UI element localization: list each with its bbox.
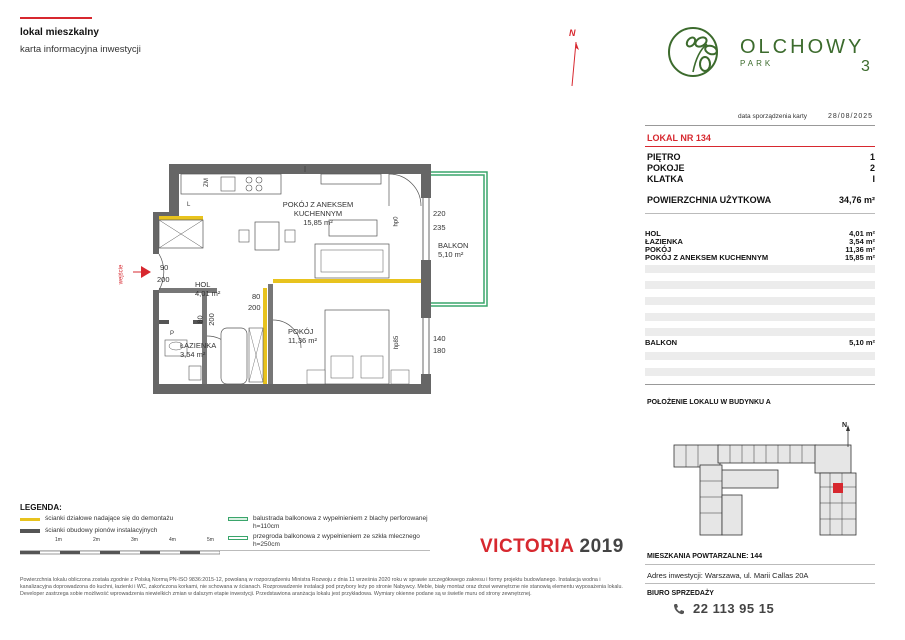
table-band <box>645 281 875 289</box>
plan-bath-name: ŁAZIENKA <box>180 341 217 350</box>
dim-200c: 200 <box>206 313 216 326</box>
plan-label-room <box>288 327 338 345</box>
north-label: N <box>569 28 576 38</box>
legend-partition: przegroda balkonowa z wypełnieniem ze szkła mlecznego h=250cm <box>253 533 420 548</box>
phone-number[interactable]: 22 113 95 15 <box>693 601 775 616</box>
plan-label-living <box>268 200 368 227</box>
table-band <box>645 313 875 321</box>
mark-zm: ZM <box>203 178 210 187</box>
area-value: 34,76 m² <box>838 195 875 205</box>
legend-partition-swatch <box>228 536 248 540</box>
victoria-award <box>480 536 624 558</box>
scale-4m: 4m <box>169 537 176 543</box>
location-title: POŁOŻENIE LOKALU W BUDYNKU A <box>647 399 771 406</box>
plan-bath-area: 3,54 m² <box>180 350 206 359</box>
date-label: data sporządzenia karty <box>738 113 808 120</box>
table-band <box>645 265 875 273</box>
legend-balustrade: balustrada balkonowa z wypełnieniem z blachy perforowanej h=110cm <box>253 515 428 530</box>
dim-180: 180 <box>433 346 446 355</box>
plan-label-hall <box>195 280 245 298</box>
dim-hp0: hp0 <box>393 216 400 227</box>
balcony-row <box>645 338 875 347</box>
legend-demolish-swatch <box>20 518 40 521</box>
floor-plan <box>125 160 495 400</box>
table-bottom-rule <box>645 384 875 385</box>
table-band <box>645 352 875 360</box>
dim-200b: 200 <box>248 303 261 312</box>
leaf-logo-icon <box>663 22 733 82</box>
room-row-pokoj-aneks <box>645 253 875 262</box>
plan-living-area: 15,85 m² <box>303 218 333 227</box>
scale-rule <box>20 550 430 551</box>
footer-rule-1 <box>645 564 875 565</box>
footer-rule-2 <box>645 583 875 584</box>
dim-200a: 200 <box>157 275 170 284</box>
rooms-label: POKOJE <box>647 163 685 173</box>
legend-demolish: ścianki działowe nadające się do demontażu <box>45 515 174 522</box>
repeat-units: MIESZKANIA POWTARZALNE: 144 <box>647 553 763 560</box>
area-rule <box>645 213 875 214</box>
disclaimer: Powierzchnia lokalu obliczona została zgodnie z Polską Normą PN-ISO 9836:2015-12, powołaną w rozporządzeniu Ministra Rozwoju z dnia 11 września 2020 roku w sprawie szczegółowego zakresu i formy projektu budowlanego. Instalacja wodna i kanalizacyjna doprowadzona do kuchni, łazienki i WC, zakończona korkami, nie schowana w ścianach. Rozprowadzenie instalacji pod przybory leży po stronie Nabywcy. Meble, biały montaż oraz drzwi wewnętrzne nie stanowią elementu wyposażenia lokalu. Developer zastrzega sobie możliwość wprowadzenia niewielkich zmian w dalszym etapie inwestycji. Przedstawiona aranżacja lokalu jest przykładowa. Wymiary okienne podane są w świetle muru od strony zewnętrznej. <box>20 577 623 598</box>
room-name: ŁAZIENKA <box>645 237 683 246</box>
plan-label-balcony <box>438 241 488 259</box>
dim-140: 140 <box>433 334 446 343</box>
plan-balcony-name: BALKON <box>438 241 469 250</box>
scale-2m: 2m <box>93 537 100 543</box>
dim-80b: 80 <box>195 315 205 324</box>
location-north-label: N <box>842 422 848 429</box>
legend-title: LEGENDA: <box>20 503 62 512</box>
legend-balustrade-swatch <box>228 517 248 521</box>
unit-red-rule <box>645 146 875 147</box>
staircase-value: I <box>872 174 875 184</box>
room-area: 4,01 m² <box>849 229 875 238</box>
sales-label: BIURO SPRZEDAŻY <box>647 590 714 597</box>
unit-number: LOKAL NR 134 <box>647 133 711 143</box>
scale-1m: 1m <box>55 537 62 543</box>
table-band <box>645 368 875 376</box>
room-area: 3,54 m² <box>849 237 875 246</box>
room-area: 15,85 m² <box>844 253 875 262</box>
dim-90: 90 <box>160 263 169 272</box>
legend-installation-swatch <box>20 529 40 533</box>
room-name: POKÓJ <box>645 245 672 254</box>
plan-room-area: 11,36 m² <box>288 336 318 345</box>
plan-balcony-area: 5,10 m² <box>438 250 464 259</box>
entrance-label: wejście <box>118 264 125 285</box>
dim-235: 235 <box>433 223 446 232</box>
floor-label: PIĘTRO <box>647 152 681 162</box>
plan-hall-name: HOL <box>195 280 211 289</box>
scale-5m: 5m <box>207 537 214 543</box>
plan-living-name: POKÓJ Z ANEKSEM KUCHENNYM <box>282 200 354 218</box>
plan-label-bath <box>180 341 240 359</box>
plan-room-name: POKÓJ <box>288 327 314 336</box>
card-top-rule <box>645 125 875 126</box>
victoria-word: VICTORIA <box>480 536 574 557</box>
victoria-year: 2019 <box>579 536 624 557</box>
address: Adres inwestycji: Warszawa, ul. Marii Callas 20A <box>647 571 809 580</box>
mark-l: L <box>187 202 191 208</box>
room-name: HOL <box>645 229 661 238</box>
scale-3m: 3m <box>131 537 138 543</box>
logo-name: OLCHOWY <box>740 36 865 58</box>
rooms-value: 2 <box>869 163 875 173</box>
table-band <box>645 297 875 305</box>
legend-installation: ścianki obudowy pionów instalacyjnych <box>45 527 158 534</box>
page-title: lokal mieszkalny <box>20 27 99 38</box>
balcony-label: BALKON <box>645 338 678 347</box>
room-name: POKÓJ Z ANEKSEM KUCHENNYM <box>645 253 769 262</box>
dim-80a: 80 <box>252 292 261 301</box>
dim-220: 220 <box>433 209 446 218</box>
header-red-rule <box>20 17 92 19</box>
balcony-value: 5,10 m² <box>849 338 875 347</box>
floor-value: 1 <box>869 152 875 162</box>
dim-hp85: hp85 <box>394 335 401 350</box>
logo-number: 3 <box>861 58 870 75</box>
table-band <box>645 328 875 336</box>
phone-icon <box>673 602 685 614</box>
room-area: 11,36 m² <box>845 245 875 254</box>
mark-p: P <box>170 331 175 337</box>
logo-sub: PARK <box>740 59 774 68</box>
page-subtitle: karta informacyjna inwestycji <box>20 44 141 55</box>
plan-hall-area: 4,01 m² <box>195 289 221 298</box>
area-label: POWIERZCHNIA UŻYTKOWA <box>647 195 772 205</box>
staircase-label: KLATKA <box>647 174 684 184</box>
date-value: 28/08/2025 <box>828 113 874 120</box>
